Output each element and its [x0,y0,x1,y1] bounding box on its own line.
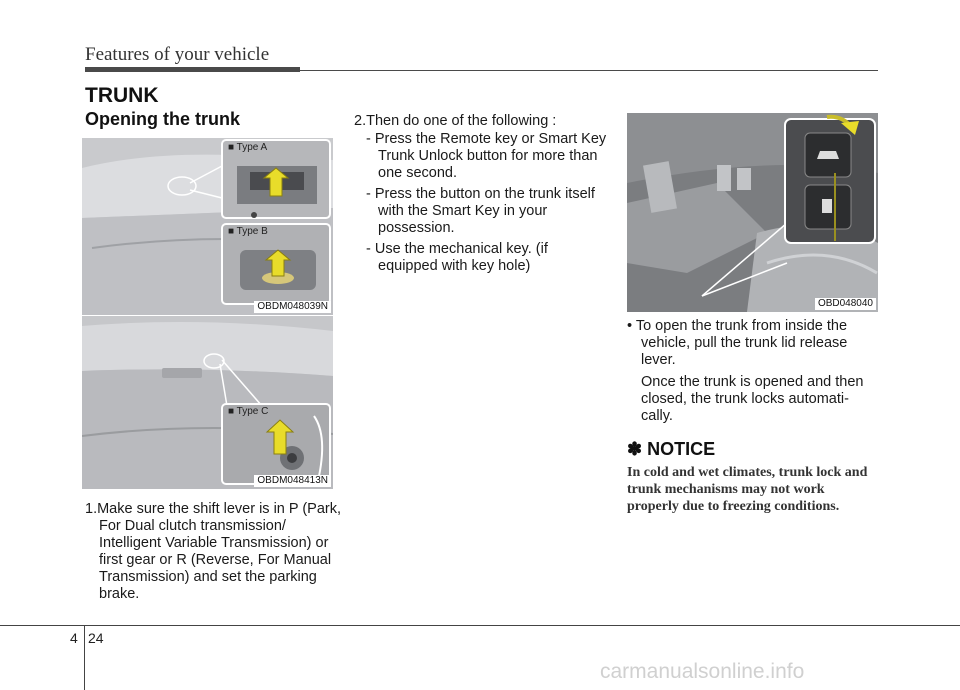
figure-caption: OBD048040 [815,298,876,310]
inside-release-block [627,318,879,425]
watermark: carmanualsonline.info [600,660,805,683]
step-2-item: - Press the button on the trunk itself with the Smart Key in your possession. [366,186,595,236]
notice-body: In cold and wet climates, trunk lock and trunk mechanisms may not work properly due to freezing conditions. [627,465,868,514]
section-title: TRUNK [85,84,159,107]
figure-interior-release-lever [627,113,878,312]
interior-lever-illustration [627,113,878,312]
step-2-item: - Use the mechanical key. (if equipped with key hole) [366,241,548,274]
trunk-keyhole-illustration [82,316,333,489]
step-1-text: 1.Make sure the shift lever is in P (Park, For Dual clutch transmission/ Intelligent Variable Transmission) or first gear or R (Reverse, For Manual Transmission) and set the parking brake. [85,501,342,602]
page-number: 24 [88,630,104,646]
type-a-label: ■ Type A [228,142,268,153]
header-rule [300,70,878,71]
figure-caption: OBDM048039N [254,301,331,313]
trunk-exterior-illustration [82,138,333,315]
step-2-item: - Press the Remote key or Smart Key Trunk Unlock button for more than one second. [366,131,607,181]
footer-divider [84,625,85,690]
header-bar [85,67,300,72]
section-subtitle: Opening the trunk [85,109,240,129]
figure-caption: OBDM048413N [254,475,331,487]
chapter-number: 4 [70,630,78,646]
figure-trunk-type-ab [82,138,333,315]
type-c-label: ■ Type C [228,406,269,417]
step-2-list [354,131,609,275]
inside-bullet: • To open the trunk from inside the vehicle, pull the trunk lid release lever. [627,318,848,368]
inside-followup: Once the trunk is opened and then closed, the trunk locks automati- cally. [641,374,864,424]
step-2-block [354,113,609,279]
figure-trunk-type-c [82,316,333,489]
notice-title: ✽ NOTICE [627,439,716,459]
step-2-intro: 2.Then do one of the following : [354,113,557,129]
header-title: Features of your vehicle [85,44,270,65]
type-b-label: ■ Type B [228,226,268,237]
footer-rule [0,625,960,626]
